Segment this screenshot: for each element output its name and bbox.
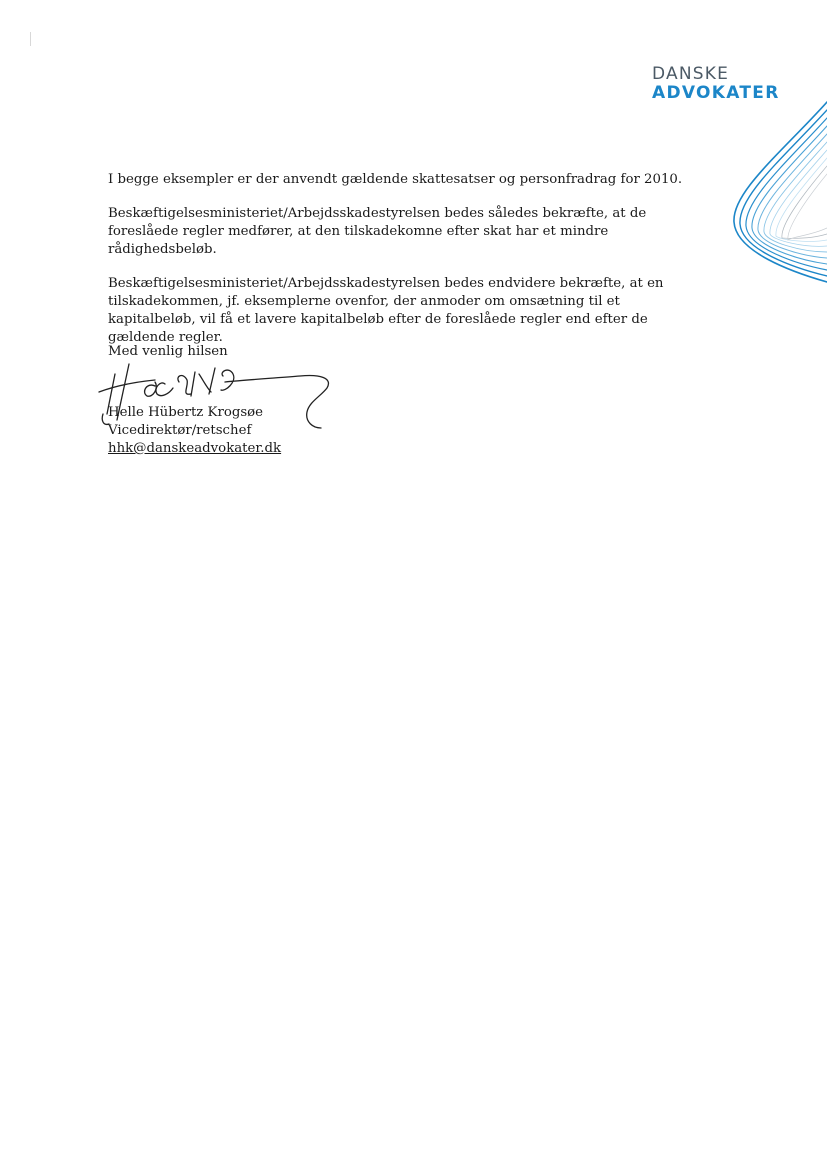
logo-swoosh-graphic bbox=[722, 92, 827, 292]
closing-salutation: Med venlig hilsen bbox=[108, 344, 228, 359]
scan-mark bbox=[30, 32, 31, 46]
letter-body bbox=[108, 171, 698, 363]
signer-block bbox=[108, 404, 281, 458]
body-paragraph-3: Beskæftigelsesministeriet/Arbejdsskadestyrelsen bedes endvidere bekræfte, at en tilskadekommen, jf. eksemplerne ovenfor, der anmoder om omsætning til et kapitalbeløb, vil få et lavere kapitalbeløb efter de foreslåede regler end efter de gældende regler. bbox=[108, 276, 664, 345]
signer-name: Helle Hübertz Krogsøe bbox=[108, 405, 264, 420]
signer-title: Vicedirektør/retschef bbox=[108, 423, 252, 438]
logo-text-danske: DANSKE bbox=[652, 64, 730, 84]
signer-email-link[interactable]: hhk@danskeadvokater.dk bbox=[108, 441, 282, 456]
body-paragraph-2: Beskæftigelsesministeriet/Arbejdsskadestyrelsen bedes således bekræfte, at de foreslåede regler medfører, at den tilskadekomne efter skat har et mindre rådighedsbeløb. bbox=[108, 206, 647, 257]
body-paragraph-1: I begge eksempler er der anvendt gældende skattesatser og personfradrag for 2010. bbox=[108, 172, 683, 187]
logo-text-advokater: ADVOKATER bbox=[652, 83, 780, 103]
